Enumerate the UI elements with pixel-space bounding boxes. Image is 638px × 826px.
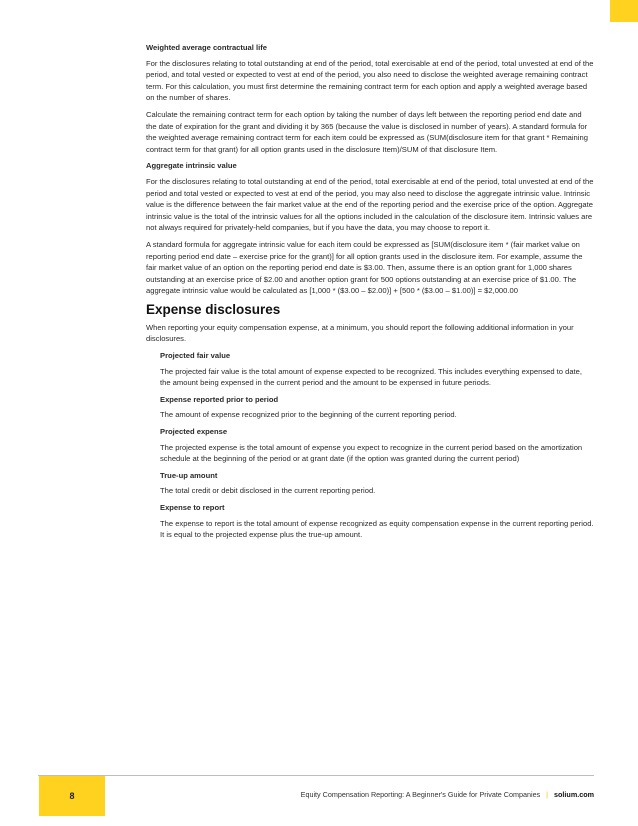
expense-disclosures-heading: Expense disclosures: [146, 301, 281, 317]
page-number-box: [39, 776, 105, 816]
weighted-average-paragraph-2: Calculate the remaining contract term for each option by taking the number of days left between the reporting period end date and the date of expiration for the grant and dividing it by 365 (because the value is disclosed in number of years). A standard formula for the weighted average remaining contract term for each item could be expressed as (SUM(disclosure item for that grant * Remaining contract term for that grant) for all option grants used in the disclosure Item)/SUM of that disclosure Item.: [146, 109, 588, 154]
expense-reported-prior-text: The amount of expense recognized prior to the beginning of the current reporting period.: [160, 410, 457, 420]
corner-accent-tab: [610, 0, 638, 22]
projected-fair-value-heading: Projected fair value: [160, 351, 231, 361]
expense-items: [146, 350, 594, 541]
footer-doc-title: Equity Compensation Reporting: A Beginner's Guide for Private Companies: [300, 790, 541, 799]
expense-to-report-text: The expense to report is the total amount of expense recognized as equity compensation expense in the current reporting period. It is equal to the projected expense plus the true-up amount.: [160, 518, 594, 540]
page-number: 8: [69, 791, 75, 801]
true-up-amount-heading: True-up amount: [160, 470, 218, 480]
expense-disclosures-intro: When reporting your equity compensation expense, at a minimum, you should report the following additional information in your disclosures.: [146, 322, 574, 344]
projected-expense-heading: Projected expense: [160, 427, 228, 437]
projected-expense-text: The projected expense is the total amount of expense you expect to recognize in the current period based on the amortization schedule at the beginning of the period or at grant date (if the option was granted during the current period): [160, 442, 583, 464]
footer-separator: |: [546, 790, 549, 799]
projected-fair-value-text: The projected fair value is the total amount of expense expected to be recognized. This includes everything expensed to date, the amount being expensed in the current period and the amount to be expensed in future periods.: [160, 366, 582, 388]
main-content: [146, 42, 594, 546]
weighted-average-paragraph-1: For the disclosures relating to total outstanding at end of the period, total exercisable at end of the period, total unvested at end of the period, and total vested or expected to vest at end of the period, you also need to disclose the weighted average remaining contract term. For this calculation, you must first determine the remaining contract term for each option and apply a weighted average based on the number of shares.: [146, 58, 594, 103]
expense-to-report-heading: Expense to report: [160, 503, 225, 512]
footer-site-link[interactable]: solium.com: [554, 790, 594, 799]
aggregate-intrinsic-paragraph-1: For the disclosures relating to total outstanding at end of the period, total exercisable at end of the period, total unvested at end of the period and total vested or expected to vest at end of the period, you may also need to disclose the aggregate intrinsic value. Intrinsic value is the difference between the fair market value at the end of the reporting period and the exercise price of the option. Aggregate intrinsic value is the total of the intrinsic values for all the options included in the calculation of the disclosure item. Intrinsic values are not always required for privately-held companies, but if you have the data, you may choose to report it.: [146, 176, 594, 233]
true-up-amount-text: The total credit or debit disclosed in the current reporting period.: [160, 486, 376, 496]
aggregate-intrinsic-heading: Aggregate intrinsic value: [146, 161, 237, 171]
expense-reported-prior-heading: Expense reported prior to period: [160, 394, 279, 404]
aggregate-intrinsic-paragraph-2: A standard formula for aggregate intrinsic value for each item could be expressed as [SUM(disclosure item * (fair market value on reporting period end date – exercise price for the grant)] for all option grants used in the disclosure item. For example, assume the fair market value of an option on the reporting period end date is $3.00. Then, assume there is an option grant for 1,000 shares outstanding at an exercise price of $2.00 and another option grant for 500 options outstanding at an exercise price of $1.00. The aggregate intrinsic value would be calculated as [1,000 * ($3.00 – $2.00)] + [500 * ($3.00 – $1.00)] = $2,000.00: [146, 239, 583, 296]
footer-divider: [38, 775, 594, 776]
footer: [301, 790, 594, 799]
weighted-average-heading: Weighted average contractual life: [146, 43, 267, 52]
